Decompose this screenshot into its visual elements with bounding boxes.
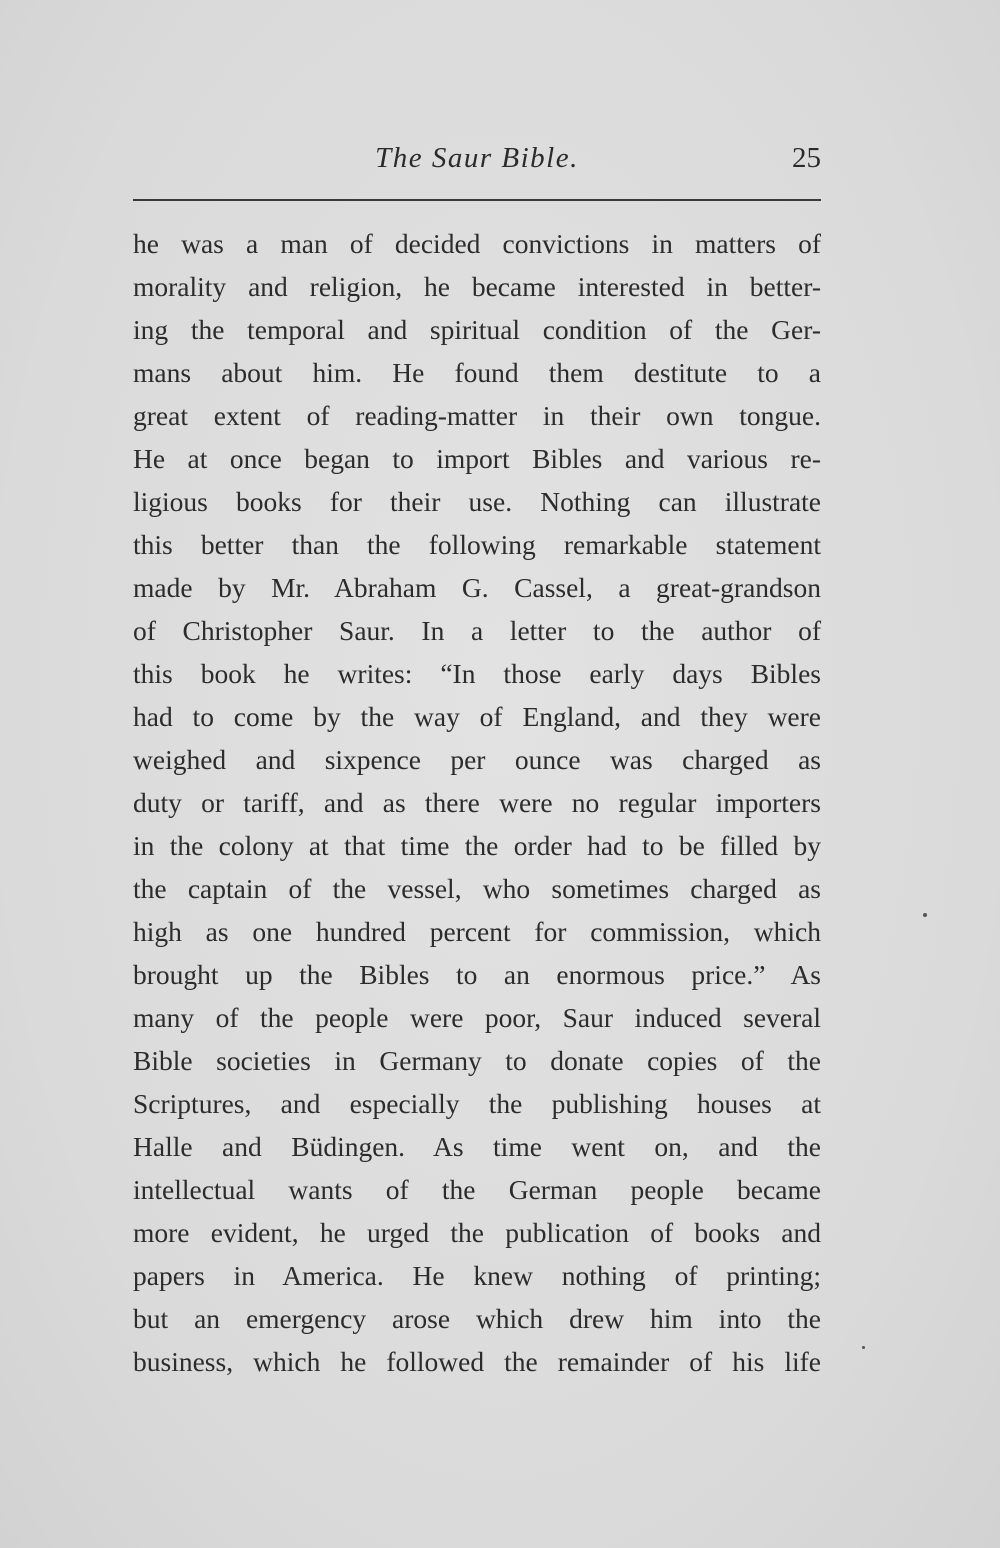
text-line: mans about him. He found them destitute to a [133, 357, 821, 388]
text-line: Halle and Büdingen. As time went on, and the [133, 1131, 821, 1162]
text-line: brought up the Bibles to an enormous price.” As [133, 959, 821, 990]
text-line: the captain of the vessel, who sometimes charged as [133, 873, 821, 904]
paper-speck [923, 913, 927, 917]
text-line: in the colony at that time the order had to be filled by [133, 830, 821, 861]
text-line: Bible societies in Germany to donate copies of the [133, 1045, 821, 1076]
text-line: high as one hundred percent for commission, which [133, 916, 821, 947]
running-head [133, 142, 821, 182]
text-line: but an emergency arose which drew him into the [133, 1303, 821, 1334]
text-line: of Christopher Saur. In a letter to the author of [133, 615, 821, 646]
paper-speck [862, 1346, 865, 1349]
text-line: more evident, he urged the publication of books and [133, 1217, 821, 1248]
text-line: many of the people were poor, Saur induced several [133, 1002, 821, 1033]
text-line: duty or tariff, and as there were no regular importers [133, 787, 821, 818]
text-line: ligious books for their use. Nothing can illustrate [133, 486, 821, 517]
running-title: The Saur Bible. [375, 142, 579, 174]
text-line: intellectual wants of the German people became [133, 1174, 821, 1205]
text-line: he was a man of decided convictions in matters of [133, 228, 821, 259]
page-number: 25 [792, 142, 821, 174]
text-line: this better than the following remarkable statement [133, 529, 821, 560]
text-line: this book he writes: “In those early days Bibles [133, 658, 821, 689]
text-line: made by Mr. Abraham G. Cassel, a great-grandson [133, 572, 821, 603]
text-line: He at once began to import Bibles and various re- [133, 443, 821, 474]
text-line: morality and religion, he became interested in better- [133, 271, 821, 302]
body-text [133, 222, 821, 1383]
text-line: weighed and sixpence per ounce was charged as [133, 744, 821, 775]
text-line: business, which he followed the remainder of his life [133, 1346, 821, 1377]
text-line: great extent of reading-matter in their own tongue. [133, 400, 821, 431]
text-line: had to come by the way of England, and they were [133, 701, 821, 732]
text-line: Scriptures, and especially the publishing houses at [133, 1088, 821, 1119]
text-line: papers in America. He knew nothing of printing; [133, 1260, 821, 1291]
text-line: ing the temporal and spiritual condition of the Ger- [133, 314, 821, 345]
header-rule [133, 199, 821, 201]
